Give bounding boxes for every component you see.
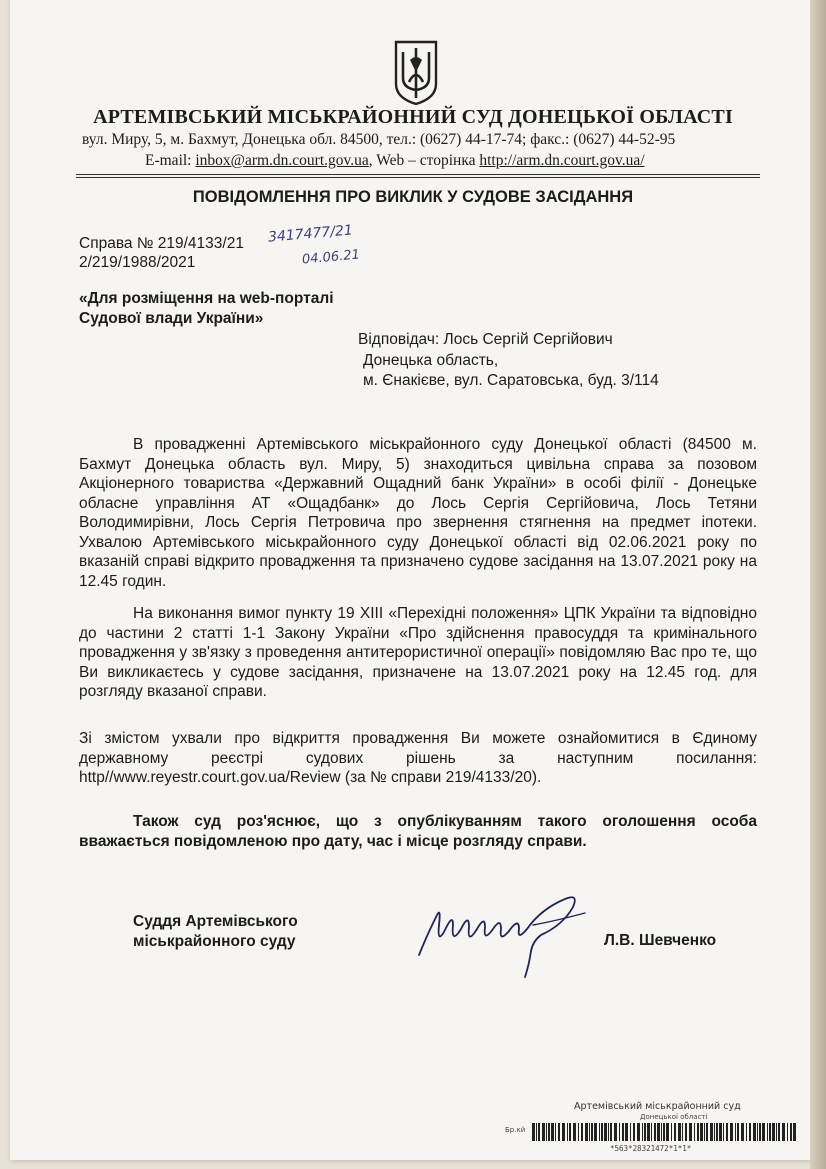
web-label: , Web – сторінка xyxy=(368,152,480,169)
email-link[interactable]: inbox@arm.dn.court.gov.ua xyxy=(195,152,369,169)
stamp-court-name: Артемівський міськрайонний суд xyxy=(574,1101,741,1112)
stamp-region: Донецької області xyxy=(640,1113,708,1121)
respondent-block xyxy=(358,330,659,392)
trident-emblem-icon xyxy=(393,40,439,106)
paragraph-summons: На виконання вимог пункту 19 ХІІІ «Перехідні положення» ЦПК України та відповідно до частини 2 статті 1-1 Закону України «Про здійснення правосуддя та кримінального провадження у зв'язку з проведення антитерористичної операції» повідомляю Вас про те, що Ви викликаєтесь у судове засідання, призначене на 13.07.2021 року на 12.45 год. для розгляду вказаної справи. xyxy=(79,605,757,700)
document-title: ПОВІДОМЛЕННЯ ПРО ВИКЛИК У СУДОВЕ ЗАСІДАННЯ xyxy=(192,188,634,206)
judge-title-line1: Суддя Артемівського xyxy=(133,913,298,930)
case-number: Справа № 219/4133/21 xyxy=(79,235,244,252)
portal-note-line2: Судової влади України» xyxy=(79,310,264,327)
paragraph-registry: Зі змістом ухвали про відкриття провадження Ви можете ознайомитися в Єдиному державному реєстрі судових рішень за наступним посилання: http//www.reyestr.court.gov.ua/Review (за № справи 219/4133/20). xyxy=(79,730,757,786)
handwritten-signature xyxy=(415,885,595,985)
respondent-name: Відповідач: Лось Сергій Сергійович xyxy=(358,331,613,348)
judge-name: Л.В. Шевченко xyxy=(604,932,717,949)
court-contacts xyxy=(145,152,645,170)
paragraph-clarification: Також суд роз'яснює, що з опублікуванням такого оголошення особа вважається повідомленою про дату, час і місце розгляду справи. xyxy=(79,813,757,850)
portal-note xyxy=(79,289,334,329)
respondent-region: Донецька область, xyxy=(363,351,499,369)
case-number-block xyxy=(79,234,244,272)
proceeding-number: 2/219/1988/2021 xyxy=(79,254,196,271)
page-edge xyxy=(810,0,826,1169)
header-divider-2 xyxy=(76,177,760,178)
judge-title xyxy=(133,912,298,952)
court-address: вул. Миру, 5, м. Бахмут, Донецька обл. 84500, тел.: (0627) 44-17-74; факс.: (0627) 44-52-95 xyxy=(82,131,676,148)
stamp-prefix: Бр.кй xyxy=(505,1126,526,1134)
header-divider xyxy=(76,174,760,175)
portal-note-line1: «Для розміщення на web-порталі xyxy=(79,290,334,307)
web-link[interactable]: http://arm.dn.court.gov.ua/ xyxy=(479,152,645,169)
respondent-address: м. Єнакієве, вул. Саратовська, буд. 3/114 xyxy=(363,372,659,389)
email-label: E-mail: xyxy=(145,152,196,169)
judge-title-line2: міськрайонного суду xyxy=(133,933,296,950)
handwritten-registration-date: 04.06.21 xyxy=(301,247,361,268)
stamp-code: *563*28321472*1*1* xyxy=(610,1144,692,1153)
barcode-icon xyxy=(532,1123,798,1141)
handwritten-registration-number: 3417477/21 xyxy=(267,222,354,246)
court-name: АРТЕМІВСЬКИЙ МІСЬКРАЙОННИЙ СУД ДОНЕЦЬКОЇ ОБЛАСТІ xyxy=(93,106,733,128)
paragraph-proceedings: В провадженні Артемівського міськрайонного суду Донецької області (84500 м. Бахмут Донецька область вул. Миру, 5) знаходиться цивільна справа за позовом Акціонерного товариства «Державний Ощадний банк України» в особі філії - Донецьке обласне управління АТ «Ощадбанк» до Лось Сергія Сергійовича, Лось Тетяни Володимирівни, Лось Сергія Петровича про звернення стягнення на предмет іпотеки. Ухвалою Артемівського міськрайонного суду Донецької області від 02.06.2021 року по вказаній справі відкрито провадження та призначено судове засідання на 13.07.2021 року на 12.45 годин. xyxy=(79,436,757,590)
